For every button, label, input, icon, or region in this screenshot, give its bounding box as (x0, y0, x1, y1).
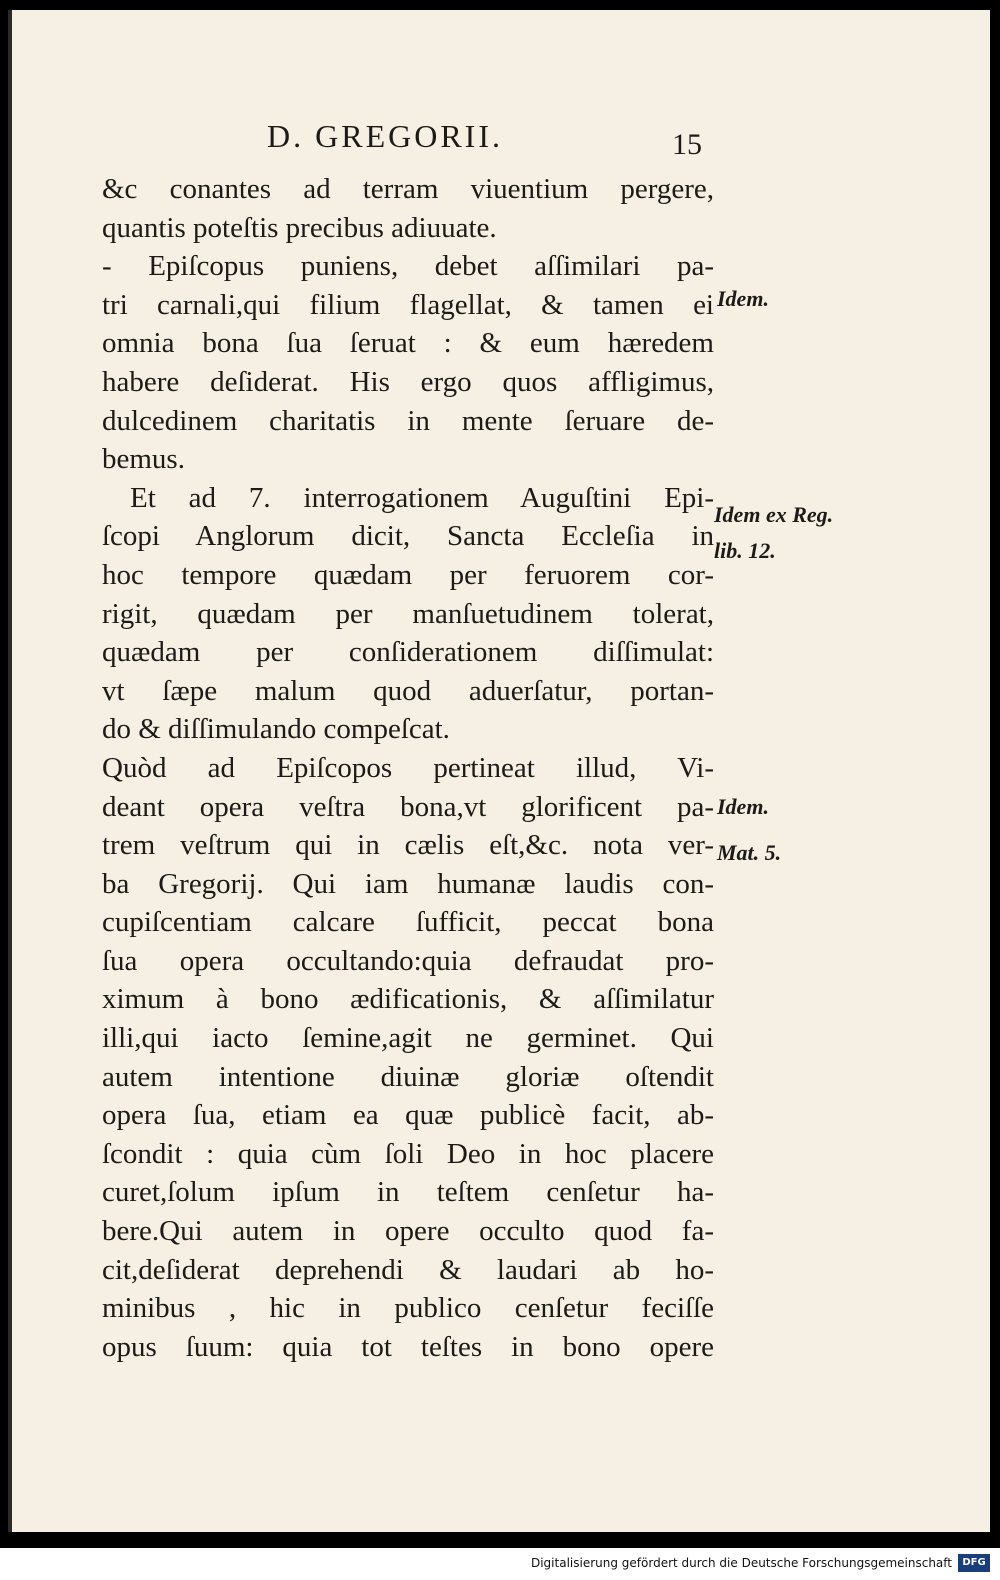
text-line: deant opera veſtra bona,vt glorificent pa- (102, 790, 714, 823)
margin-note: Idem. (717, 794, 769, 819)
text-line: ba Gregorij. Qui iam humanæ laudis con- (102, 867, 714, 900)
text-line: - Epiſcopus puniens, debet aſſimilari pa- (102, 250, 714, 283)
text-line: quantis poteſtis precibus adiuuate. (102, 211, 497, 244)
text-line: minibus , hic in publico cenſetur feciſſe (102, 1292, 714, 1325)
text-line: quædam per conſiderationem diſſimulat: (102, 636, 714, 669)
text-line: do & diſſimulando compeſcat. (102, 713, 450, 746)
body-text (102, 170, 714, 1366)
text-line: autem intentione diuinæ gloriæ oſtendit (102, 1060, 714, 1093)
text-line: trem veſtrum qui in cælis eſt,&c. nota ver- (102, 829, 714, 862)
text-line: vt ſæpe malum quod aduerſatur, portan- (102, 674, 714, 707)
text-line: curet,ſolum ipſum in teſtem cenſetur ha- (102, 1176, 714, 1209)
text-line: opera ſua, etiam ea quæ publicè facit, ab- (102, 1099, 714, 1132)
dfg-logo: DFG (958, 1554, 990, 1572)
running-header: D. GREGORII. (267, 118, 503, 154)
text-line: hoc tempore quædam per feruorem cor- (102, 558, 714, 591)
margin-note: lib. 12. (714, 538, 776, 563)
margin-note: Idem. (717, 286, 769, 311)
text-line: opus ſuum: quia tot teſtes in bono opere (102, 1330, 714, 1363)
text-line: rigit, quædam per manſuetudinem tolerat, (102, 597, 714, 630)
text-line: ſcondit : quia cùm ſoli Deo in hoc placere (102, 1137, 714, 1170)
text-line: bere.Qui autem in opere occulto quod fa- (102, 1215, 714, 1248)
page-scan (8, 10, 990, 1532)
text-line: dulcedinem charitatis in mente ſeruare de- (102, 404, 714, 437)
text-line: Et ad 7. interrogationem Auguſtini Epi- (130, 481, 714, 514)
text-line: cupiſcentiam calcare ſufficit, peccat bona (102, 906, 714, 939)
text-line: &c conantes ad terram viuentium pergere, (102, 173, 714, 205)
text-line: habere deſiderat. His ergo quos affligimus, (102, 365, 714, 398)
text-line: ſua opera occultando:quia defraudat pro- (102, 944, 714, 977)
text-line: bemus. (102, 443, 185, 476)
footer-bar (0, 1548, 1000, 1580)
text-line: cit,deſiderat deprehendi & laudari ab ho- (102, 1253, 714, 1286)
text-line: omnia bona ſua ſeruat : & eum hæredem (102, 327, 714, 360)
text-line: illi,qui iacto ſemine,agit ne germinet. Qui (102, 1022, 714, 1055)
text-line: ximum à bono ædificationis, & aſſimilatur (102, 983, 714, 1016)
margin-note: Idem ex Reg. (714, 502, 834, 527)
text-line: ſcopi Anglorum dicit, Sancta Eccleſia in (102, 520, 714, 553)
margin-note: Mat. 5. (717, 840, 782, 865)
funding-note: Digitalisierung gefördert durch die Deutsche Forschungsgemeinschaft (530, 1556, 952, 1570)
page-number: 15 (672, 128, 702, 161)
text-line: Quòd ad Epiſcopos pertineat illud, Vi- (102, 751, 714, 784)
text-line: tri carnali,qui filium flagellat, & tamen ei (102, 288, 714, 321)
